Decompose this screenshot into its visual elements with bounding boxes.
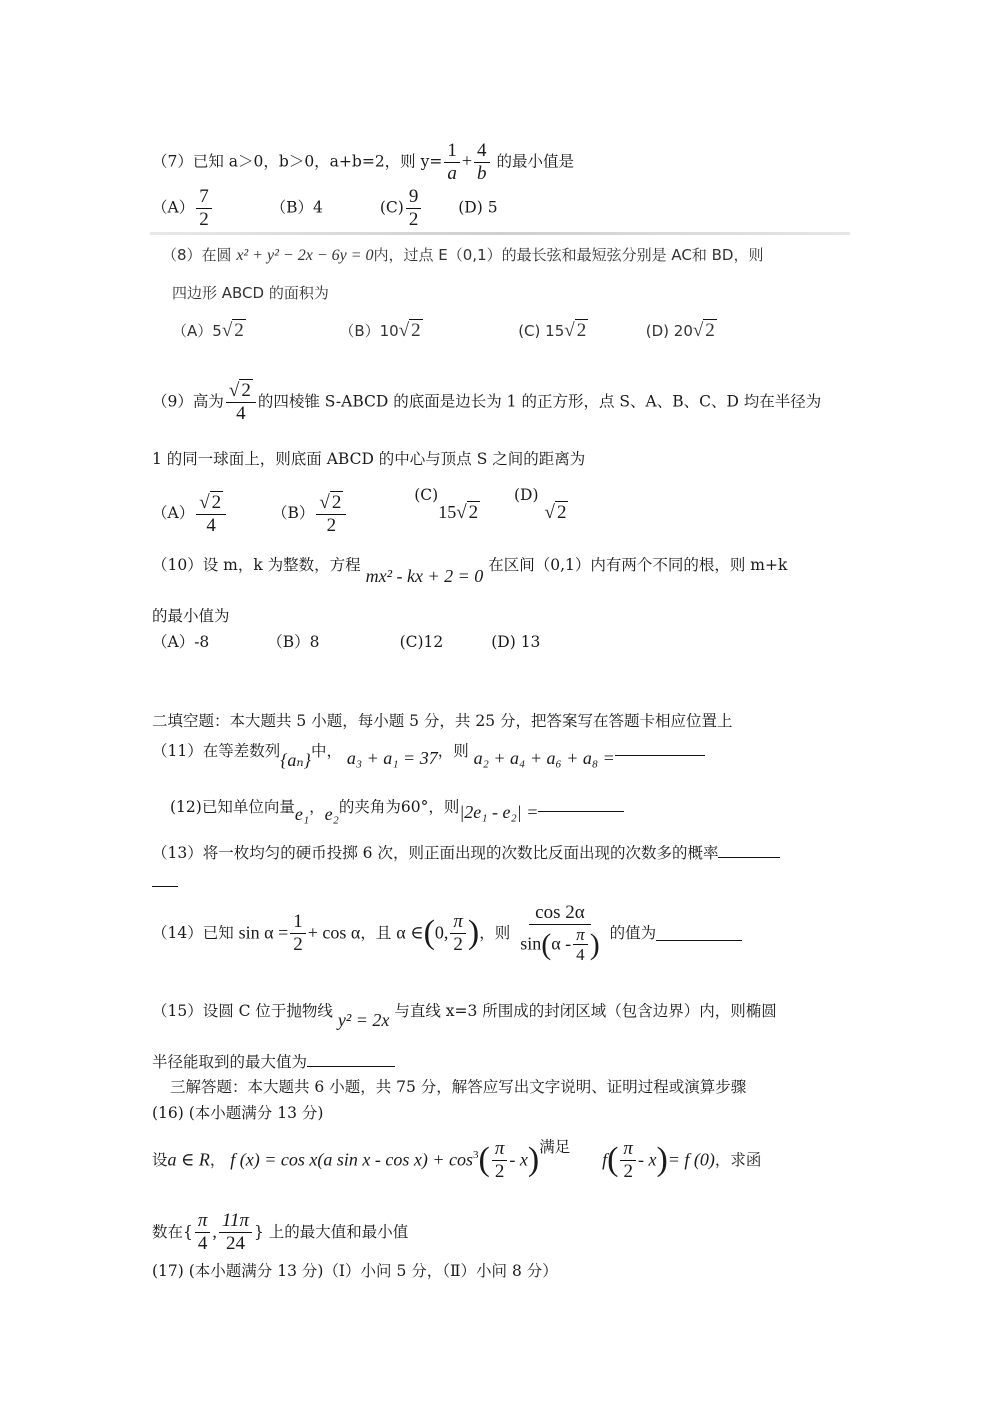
q9-pre: （9）高为 [152, 392, 224, 411]
q14-mid: ，且 [360, 924, 392, 943]
section-3-heading: 三解答题：本大题共 6 小题，共 75 分，解答应写出文字说明、证明过程或演算步骤 [170, 1078, 747, 1096]
q12-comma: ， [309, 798, 325, 816]
scan-edge [150, 232, 850, 235]
q12 [170, 796, 624, 824]
q14-answer-blank[interactable] [656, 926, 742, 941]
q7-frac-1: $\frac{1}{a}$ [444, 140, 460, 185]
q11-expression: a₂ + a₄ + a₆ + a₈ = [473, 748, 615, 768]
q10-opt-b: （B）8 [267, 633, 320, 651]
q8-opt-d: (D) 20√ 2 [645, 320, 715, 341]
q7-opt-d: (D) 5 [458, 198, 498, 217]
q7-opt-c-frac: $\frac{9}{2}$ [406, 186, 422, 231]
q11-sequence: {aₙ} [280, 750, 311, 770]
q13-answer-blank[interactable] [718, 843, 780, 858]
q11-condition: a₃ + a₁ = 37 [346, 748, 438, 768]
q9-post: 的四棱锥 S-ABCD 的底面是边长为 1 的正方形，点 S、A、B、C、D 均在半径为 [257, 392, 822, 411]
q10-line2: 的最小值为 [152, 607, 230, 625]
q8-text-b: 内，过点 E（0,1）的最长弦和最短弦分别是 AC和 BD，则 [373, 246, 764, 264]
q8-opt-b: （B）10√ 2 [339, 320, 421, 341]
q15-line2 [152, 1052, 395, 1072]
q9-opt-c: (C)15√ 2 [414, 486, 479, 523]
q8-circle-eq: x² + y² − 2x − 6y = 0 [236, 247, 374, 264]
q9-opt-d: (D)√ 2 [514, 486, 567, 523]
q11-answer-blank[interactable] [615, 741, 705, 756]
q12-e1: e₁ [294, 804, 310, 824]
q14-lhs: sin α = [238, 922, 289, 943]
q13 [152, 843, 780, 863]
q12-e2: e₂ [324, 804, 339, 824]
section-2-heading: 二填空题：本大题共 5 小题，每小题 5 分，共 25 分，把答案写在答题卡相应位置上 [152, 712, 733, 730]
q16-pre: 设 [152, 1151, 168, 1170]
q8-line2: 四边形 ABCD 的面积为 [172, 284, 329, 302]
q14-pre: （14）已知 [152, 924, 234, 943]
q9-stem [152, 380, 821, 425]
q14-ratio: cos 2α sin(α - $\frac{\pi}{4}$ ) [520, 902, 600, 965]
q14-half: $\frac{1}{2}$ [290, 911, 306, 956]
q11-mid: 中， [310, 742, 342, 760]
q9-opt-b: （B） $\frac{√ 2}{2}$ [272, 504, 348, 522]
q12-pre: (12)已知单位向量 [170, 798, 295, 816]
q14-rhs: + cos α [307, 922, 361, 943]
q10-opt-a: （A）-8 [152, 633, 210, 651]
q11-pre: （11）在等差数列 [152, 742, 281, 760]
q10-opt-c: (C)12 [399, 633, 444, 651]
q12-answer-blank[interactable] [538, 797, 624, 812]
q16-heading: (16) (本小题满分 13 分) [152, 1104, 324, 1122]
q16-stem: 设a ∈ R， f (x) = cos x(a $\sin x - \cos x) + \cos^3$( $\frac{\pi}{2}$ - x)满足 f( $\frac{\pi}{2}$ - x)= f (0)，求函 [152, 1138, 762, 1182]
q17-heading: (17) (本小题满分 13 分)（Ⅰ）小问 5 分，（Ⅱ）小问 8 分） [152, 1262, 558, 1280]
q8-opt-a: （A）5√ 2 [172, 320, 244, 341]
q15-answer-blank[interactable] [307, 1052, 395, 1067]
q13-text: （13）将一枚均匀的硬币投掷 6 次，则正面出现的次数比反面出现的次数多的概率 [152, 844, 719, 862]
q8-opt-c: (C) 15√ 2 [518, 320, 587, 341]
q8-text-a: （8）在圆 [162, 246, 232, 264]
q16-line2: 数在{ $\frac{\pi}{4}$ , $\frac{11\pi}{24}$ } 上的最大值和最小值 [152, 1210, 409, 1254]
q10-opt-d: (D) 13 [491, 633, 541, 651]
q10-options [152, 633, 540, 652]
q12-mid: 的夹角为60°，则 [338, 798, 460, 816]
q15-post: 与直线 x=3 所围成的封闭区域（包含边界）内，则椭圆 [394, 1002, 777, 1020]
q10-pre: （10）设 m，k 为整数，方程 [152, 556, 361, 574]
q9-height-frac: $\frac{√ 2}{4}$ [226, 380, 256, 425]
q7-opt-c: (C) [379, 198, 404, 217]
q11 [152, 740, 705, 770]
q13-blank-cont[interactable] [152, 872, 178, 892]
q15-stem [152, 1000, 777, 1030]
q11-mid2: ，则 [437, 742, 469, 760]
q8-stem [162, 246, 763, 265]
q16-a-in-R: a ∈ R [167, 1149, 210, 1170]
q7-opt-b: （B）4 [270, 198, 323, 217]
q14-pi-over-2: $\frac{\pi}{2}$ [450, 911, 466, 956]
q15-line2-text: 半径能取到的最大值为 [152, 1053, 308, 1071]
q7-opt-a-frac: $\frac{7}{2}$ [196, 186, 212, 231]
q16-pi-over-2: $\frac{\pi}{2}$ [492, 1138, 508, 1183]
q14-mid2: ，则 [479, 924, 511, 943]
q10-stem [152, 554, 788, 586]
q16-condition: = f (0) [667, 1149, 715, 1170]
q7-text: （7）已知 a＞0，b＞0，a+b=2，则 y= [152, 152, 443, 171]
q10-equation: mx² - kx + 2 = 0 [365, 566, 484, 586]
q14-cond: α ∈ [396, 922, 424, 943]
q8-options [172, 320, 717, 343]
q9-options [152, 486, 568, 536]
q9-opt-a: （A） $\frac{√ 2}{4}$ [152, 504, 228, 522]
q14: （14）已知 sin α = $\frac{1}{2}$ + cos α，且 α ∈(0, $\frac{\pi}{2}$ )，则 cos 2α sin(α - $\frac{\pi}{4}$ ) 的值为 [152, 902, 742, 965]
q7-tail: 的最小值是 [496, 152, 574, 171]
q14-tail: 的值为 [609, 924, 657, 943]
q7-plus: + [461, 150, 473, 171]
q16-function: f (x) = cos x(a sin x - cos x) + cos [230, 1149, 474, 1170]
q7-opt-a: （A） [152, 198, 195, 217]
q7-stem [152, 140, 574, 185]
q15-parabola: y² = 2x [337, 1010, 390, 1030]
q15-pre: （15）设圆 C 位于抛物线 [152, 1002, 333, 1020]
q16-pi-over-2-b: $\frac{\pi}{2}$ [620, 1138, 636, 1183]
q16-satisfies: 满足 [539, 1138, 571, 1156]
q10-post: 在区间（0,1）内有两个不同的根，则 m+k [488, 556, 788, 574]
q7-options [152, 186, 498, 231]
q12-expression: |2e₁ - e₂| = [459, 802, 539, 822]
q16-tail: ，求函 [714, 1151, 762, 1170]
q16-interval-hi: $\frac{11\pi}{24}$ [219, 1210, 252, 1255]
q7-frac-2: $\frac{4}{b}$ [474, 140, 490, 185]
q9-line2: 1 的同一球面上，则底面 ABCD 的中心与顶点 S 之间的距离为 [152, 450, 586, 468]
q16-interval-lo: $\frac{\pi}{4}$ [195, 1210, 211, 1255]
